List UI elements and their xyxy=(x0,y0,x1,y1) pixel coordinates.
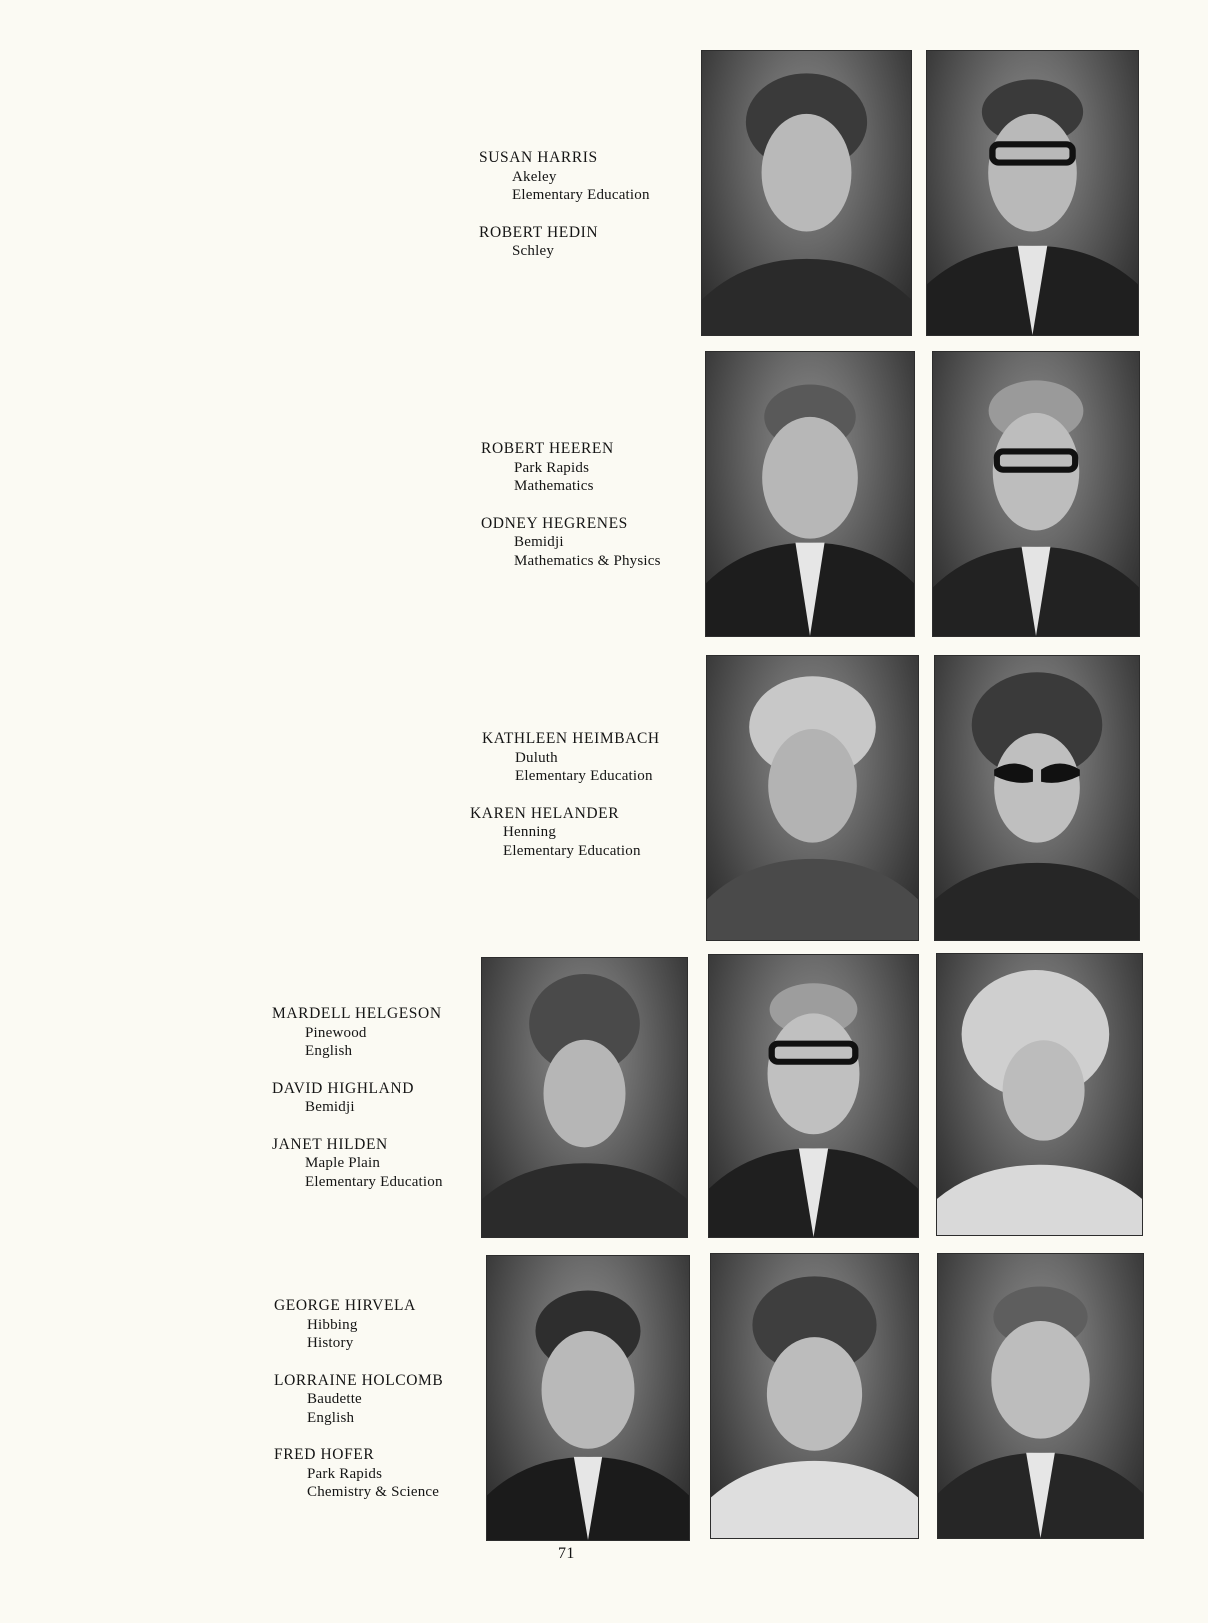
caption-group-5 xyxy=(274,1297,443,1502)
student-entry xyxy=(481,515,661,571)
portrait-silhouette xyxy=(937,954,1142,1235)
student-hometown: Baudette xyxy=(307,1391,362,1407)
student-major: Chemistry & Science xyxy=(307,1484,440,1500)
student-major: Elementary Education xyxy=(515,768,653,784)
student-entry xyxy=(272,1080,443,1117)
student-name: SUSAN HARRIS xyxy=(479,149,598,166)
portrait-silhouette xyxy=(933,352,1139,636)
student-hometown: Pinewood xyxy=(305,1024,367,1041)
caption-group-2 xyxy=(481,440,661,570)
student-major: English xyxy=(305,1043,353,1059)
student-entry xyxy=(479,224,650,261)
portrait-silhouette xyxy=(935,656,1139,940)
student-name: FRED HOFER xyxy=(274,1446,375,1463)
student-major: Mathematics & Physics xyxy=(514,552,661,569)
student-name: MARDELL HELGESON xyxy=(272,1005,442,1022)
student-hometown: Maple Plain xyxy=(305,1155,381,1171)
student-name: LORRAINE HOLCOMB xyxy=(274,1371,444,1389)
caption-group-3 xyxy=(470,730,660,860)
student-hometown: Bemidji xyxy=(514,534,564,550)
student-name: ROBERT HEEREN xyxy=(481,440,614,457)
portrait-silhouette xyxy=(482,958,687,1237)
student-hometown: Park Rapids xyxy=(307,1465,383,1482)
portrait-photo xyxy=(487,1256,689,1540)
portrait-photo xyxy=(937,954,1142,1235)
student-hometown: Hibbing xyxy=(307,1316,358,1333)
student-entry xyxy=(479,149,650,205)
student-major: Elementary Education xyxy=(512,187,650,203)
portrait-photo xyxy=(482,958,687,1237)
student-major: English xyxy=(307,1409,355,1426)
student-name: ROBERT HEDIN xyxy=(479,223,599,241)
portrait-silhouette xyxy=(927,51,1138,335)
portrait-photo xyxy=(706,352,914,636)
portrait-silhouette xyxy=(707,656,918,940)
student-major: Elementary Education xyxy=(305,1173,443,1190)
student-entry xyxy=(272,1136,443,1192)
student-major: Mathematics xyxy=(514,478,594,494)
student-name: ODNEY HEGRENES xyxy=(481,514,628,532)
student-hometown: Duluth xyxy=(515,749,558,766)
portrait-photo xyxy=(938,1254,1143,1538)
caption-group-1 xyxy=(479,149,650,261)
student-name: DAVID HIGHLAND xyxy=(272,1079,415,1097)
portrait-silhouette xyxy=(711,1254,918,1538)
student-major: History xyxy=(307,1335,354,1351)
student-hometown: Park Rapids xyxy=(514,459,590,476)
portrait-photo xyxy=(707,656,918,940)
student-hometown: Henning xyxy=(503,824,557,840)
student-entry xyxy=(470,805,660,861)
student-entry xyxy=(272,1005,443,1061)
student-entry xyxy=(274,1446,443,1502)
student-name: KAREN HELANDER xyxy=(470,804,620,822)
portrait-silhouette xyxy=(702,51,911,335)
portrait-silhouette xyxy=(706,352,914,636)
student-hometown: Bemidji xyxy=(305,1099,355,1115)
student-name: JANET HILDEN xyxy=(272,1135,388,1153)
portrait-photo xyxy=(935,656,1139,940)
student-name: GEORGE HIRVELA xyxy=(274,1297,416,1314)
student-major: Elementary Education xyxy=(503,842,641,859)
portrait-silhouette xyxy=(938,1254,1143,1538)
portrait-photo xyxy=(709,955,918,1237)
portrait-photo xyxy=(711,1254,918,1538)
portrait-photo xyxy=(702,51,911,335)
caption-group-4 xyxy=(272,1005,443,1191)
portrait-photo xyxy=(927,51,1138,335)
student-entry xyxy=(274,1372,443,1428)
student-hometown: Akeley xyxy=(512,168,557,185)
student-entry xyxy=(482,730,660,786)
student-entry xyxy=(481,440,661,496)
student-name: KATHLEEN HEIMBACH xyxy=(482,730,660,747)
portrait-silhouette xyxy=(487,1256,689,1540)
student-hometown: Schley xyxy=(512,243,555,259)
student-entry xyxy=(274,1297,443,1353)
portrait-silhouette xyxy=(709,955,918,1237)
portrait-photo xyxy=(933,352,1139,636)
page-number: 71 xyxy=(558,1545,575,1562)
